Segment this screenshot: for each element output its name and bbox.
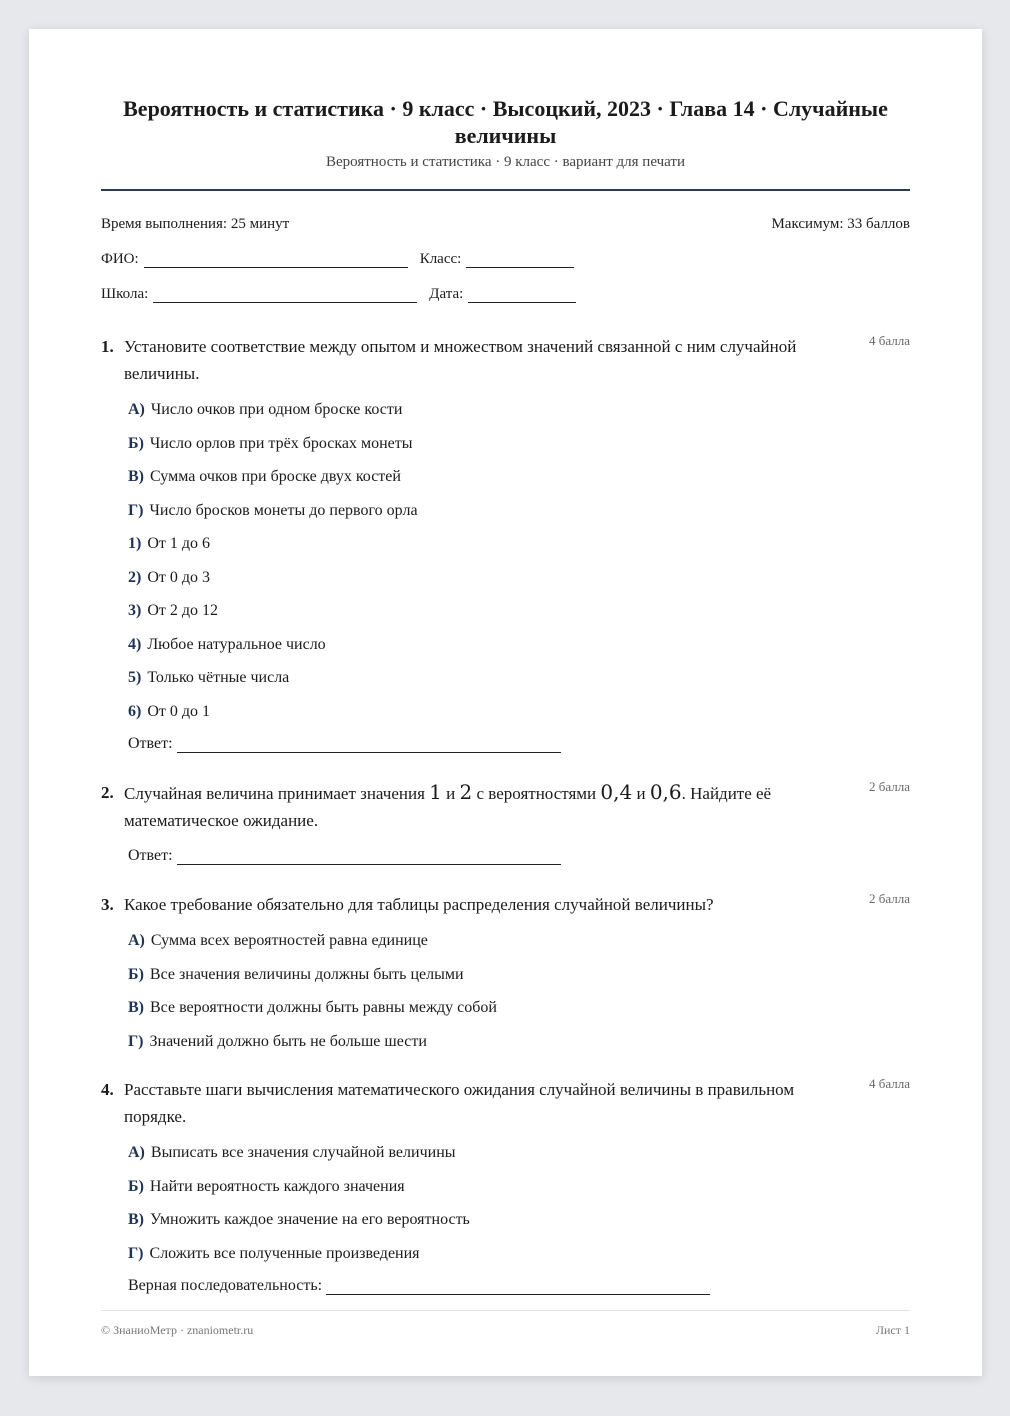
question-text-part: Случайная величина принимает значения (124, 784, 430, 803)
math-value: 1 (429, 780, 442, 804)
option-marker: Б) (128, 965, 144, 983)
option-text: От 2 до 12 (147, 602, 219, 619)
option-marker: 5) (128, 669, 142, 686)
footer-page-number: Лист 1 (875, 1323, 910, 1337)
page-subtitle: Вероятность и статистика · 9 класс · вариант для печати (325, 154, 686, 170)
class-field[interactable] (466, 252, 574, 268)
option-text: Умножить каждое значение на его вероятность (150, 1211, 470, 1228)
option-text: Число очков при одном броске кости (150, 401, 403, 418)
answer-field[interactable] (177, 737, 561, 753)
option-marker: А) (128, 1144, 145, 1161)
math-value: 0,4 (600, 780, 633, 804)
answer-field[interactable] (326, 1279, 710, 1295)
option-text: От 1 до 6 (147, 535, 211, 552)
option-marker: Б) (128, 434, 144, 452)
option-text: Только чётные числа (147, 669, 290, 686)
answer-row (128, 1277, 910, 1295)
question-text-part: с вероятностями (472, 784, 601, 803)
question-3 (101, 891, 910, 1052)
option-g (128, 1031, 910, 1053)
header-divider (101, 189, 910, 191)
option-marker: 4) (128, 635, 142, 653)
meta-row (101, 216, 910, 233)
time-limit: Время выполнения: 25 минут (101, 216, 290, 232)
option-b (128, 1176, 910, 1198)
school-date-row (101, 283, 910, 303)
option-marker: 3) (128, 602, 142, 619)
option-marker: В) (128, 1211, 144, 1228)
option-v (128, 1209, 910, 1231)
option-b (128, 964, 910, 986)
option-a (128, 930, 910, 952)
option-text: Найти вероятность каждого значения (149, 1177, 405, 1195)
option-marker: Г) (128, 1032, 144, 1050)
option-3 (128, 600, 910, 622)
question-points: 4 балла (869, 1076, 910, 1091)
option-text: Значений должно быть не больше шести (149, 1032, 427, 1050)
question-header (101, 333, 910, 387)
option-v (128, 997, 910, 1019)
option-a (128, 399, 910, 421)
math-value: 2 (459, 780, 473, 804)
question-number: 1. (101, 337, 114, 356)
fio-class-row (101, 248, 910, 268)
option-text: От 0 до 3 (147, 568, 211, 586)
option-marker: А) (128, 932, 145, 949)
worksheet-content (101, 29, 910, 1295)
footer-copyright: © ЗнаниоМетр · znaniometr.ru (101, 1323, 254, 1337)
class-label: Класс: (419, 251, 462, 267)
option-marker: В) (128, 999, 144, 1016)
school-label: Школа: (101, 286, 149, 302)
question-1 (101, 333, 910, 753)
fio-label: ФИО: (101, 251, 139, 267)
answer-field[interactable] (177, 849, 561, 865)
answer-label: Ответ: (128, 735, 173, 752)
option-2 (128, 567, 910, 589)
option-marker: Б) (128, 1177, 144, 1195)
question-number: 4. (101, 1080, 114, 1099)
question-2 (101, 779, 910, 865)
question-points: 2 балла (869, 891, 910, 906)
question-text: Установите соответствие между опытом и множеством значений связанной с ним случайной величины. (124, 337, 797, 383)
max-score: Максимум: 33 баллов (771, 216, 910, 232)
option-text: Выписать все значения случайной величины (150, 1144, 456, 1161)
option-text: Все вероятности должны быть равны между собой (150, 999, 497, 1016)
question-number: 3. (101, 895, 114, 914)
page-title: Вероятность и статистика · 9 класс · Высоцкий, 2023 · Глава 14 · Случайные величины (123, 96, 888, 148)
question-text (124, 779, 910, 834)
option-text: Сумма очков при броске двух костей (150, 468, 401, 485)
question-4 (101, 1076, 910, 1295)
answer-row (128, 735, 910, 753)
option-marker: 2) (128, 568, 142, 586)
answer-label: Ответ: (128, 847, 173, 864)
answer-row (128, 847, 910, 865)
option-text: От 0 до 1 (147, 702, 211, 720)
option-a (128, 1142, 910, 1164)
question-points: 2 балла (869, 779, 910, 794)
option-g (128, 1243, 910, 1265)
option-6 (128, 701, 910, 723)
page-footer (101, 1310, 910, 1338)
option-4 (128, 634, 910, 656)
option-text: Сумма всех вероятностей равна единице (150, 932, 428, 949)
fio-field[interactable] (144, 252, 408, 268)
question-points: 4 балла (869, 333, 910, 348)
option-v (128, 466, 910, 488)
question-text-part: и (632, 784, 650, 803)
option-text: Сложить все полученные произведения (149, 1244, 420, 1262)
option-5 (128, 667, 910, 689)
option-b (128, 433, 910, 455)
worksheet-page (29, 29, 982, 1376)
date-label: Дата: (429, 286, 464, 302)
option-marker: А) (128, 401, 145, 418)
option-text: Число орлов при трёх бросках монеты (149, 434, 413, 452)
option-text: Любое натуральное число (147, 635, 326, 653)
answer-label: Верная последовательность: (128, 1277, 323, 1294)
option-text: Число бросков монеты до первого орла (149, 501, 418, 519)
option-marker: 6) (128, 702, 142, 720)
question-header (101, 891, 910, 918)
question-text: Расставьте шаги вычисления математического ожидания случайной величины в правильном порядке. (124, 1080, 795, 1126)
question-text-part: и (441, 784, 460, 803)
question-number: 2. (101, 783, 114, 802)
question-header (101, 779, 910, 834)
option-marker: 1) (128, 535, 142, 552)
question-text-part: . Найдите её математическое ожидание. (124, 784, 772, 830)
option-marker: Г) (128, 1244, 144, 1262)
option-marker: Г) (128, 501, 144, 519)
question-header (101, 1076, 910, 1130)
option-g (128, 500, 910, 522)
option-marker: В) (128, 468, 144, 485)
school-field[interactable] (153, 287, 417, 303)
option-text: Все значения величины должны быть целыми (149, 965, 464, 983)
question-text: Какое требование обязательно для таблицы распределения случайной величины? (124, 895, 714, 914)
option-1 (128, 533, 910, 555)
date-field[interactable] (468, 287, 576, 303)
math-value: 0,6 (649, 780, 682, 804)
